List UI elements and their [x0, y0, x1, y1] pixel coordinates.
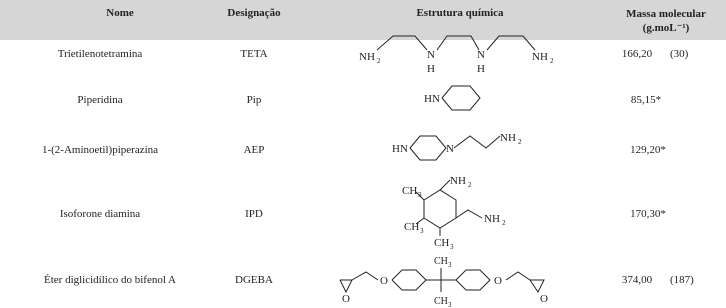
- aep-nh2: NH: [500, 132, 516, 144]
- teta-h1: H: [427, 63, 435, 75]
- row-5-designacao: DGEBA: [235, 274, 273, 286]
- row-5-nome: Éter diglicidílico do bifenol A: [44, 274, 176, 286]
- ipd-ch3-left: CH: [404, 221, 420, 233]
- aep-n: N: [446, 143, 454, 155]
- row-1-ref: (30): [670, 48, 689, 60]
- teta-structure: [355, 28, 565, 76]
- header-massa-line1: Massa molecular: [626, 8, 706, 20]
- header-massa: [606, 7, 726, 35]
- teta-n1: N: [427, 49, 435, 61]
- row-3-massa: 129,20*: [630, 144, 666, 156]
- header-nome: Nome: [106, 7, 134, 19]
- pip-hn: HN: [424, 93, 440, 105]
- row-4-nome: Isoforone diamina: [59, 208, 141, 220]
- ipd-ch3-top-sub: 3: [418, 191, 422, 199]
- ipd-ch3-bottom: CH: [434, 237, 450, 249]
- header-estrutura: Estrutura química: [416, 7, 504, 19]
- teta-h2: H: [477, 63, 485, 75]
- ipd-nh2-top: NH: [450, 175, 466, 187]
- dgeba-ch3-top-sub: 3: [448, 261, 452, 269]
- row-4-designacao: IPD: [245, 208, 263, 220]
- dgeba-ch3-top: CH: [434, 256, 448, 267]
- teta-nh2-right-sub: 2: [550, 57, 554, 65]
- header-designacao: Designação: [227, 7, 281, 19]
- row-3-designacao: AEP: [243, 144, 265, 156]
- dgeba-o-epoxide-right: O: [540, 293, 548, 305]
- row-2-massa: 85,15*: [630, 94, 662, 106]
- piperidine-structure: [420, 80, 500, 120]
- row-1-designacao: TETA: [240, 48, 268, 60]
- ipd-nh2-right: NH: [484, 213, 500, 225]
- dgeba-ch3-bottom: CH: [434, 296, 448, 307]
- teta-nh2-right: NH: [532, 51, 548, 63]
- ipd-ch3-top: CH: [402, 185, 418, 197]
- row-2-designacao: Pip: [246, 94, 262, 106]
- teta-nh2-left-sub: 2: [377, 57, 381, 65]
- row-3-nome: 1-(2-Aminoetil)piperazina: [41, 144, 159, 156]
- ipd-nh2-top-sub: 2: [468, 181, 472, 189]
- ipd-ch3-bottom-sub: 3: [450, 243, 454, 250]
- dgeba-o-ether-left: O: [380, 275, 388, 287]
- teta-nh2-left: NH: [359, 51, 375, 63]
- ipd-structure: [398, 170, 528, 250]
- dgeba-o-epoxide-left: O: [342, 293, 350, 305]
- ipd-ch3-left-sub: 3: [420, 227, 424, 235]
- row-2-nome: Piperidina: [77, 94, 123, 106]
- header-massa-line2: (g.moL⁻¹): [642, 22, 690, 34]
- ipd-nh2-right-sub: 2: [502, 219, 506, 227]
- aep-structure: [388, 128, 538, 168]
- row-5-massa: 374,00: [621, 274, 653, 286]
- dgeba-o-ether-right: O: [494, 275, 502, 287]
- dgeba-ch3-bottom-sub: 3: [448, 301, 452, 308]
- row-1-massa: 166,20: [621, 48, 653, 60]
- aep-hn: HN: [392, 143, 408, 155]
- row-4-massa: 170,30*: [630, 208, 666, 220]
- aep-nh2-sub: 2: [518, 138, 522, 146]
- teta-n2: N: [477, 49, 485, 61]
- dgeba-structure: [330, 252, 600, 308]
- row-1-nome: Trietilenotetramina: [57, 48, 143, 60]
- row-5-ref: (187): [670, 274, 694, 286]
